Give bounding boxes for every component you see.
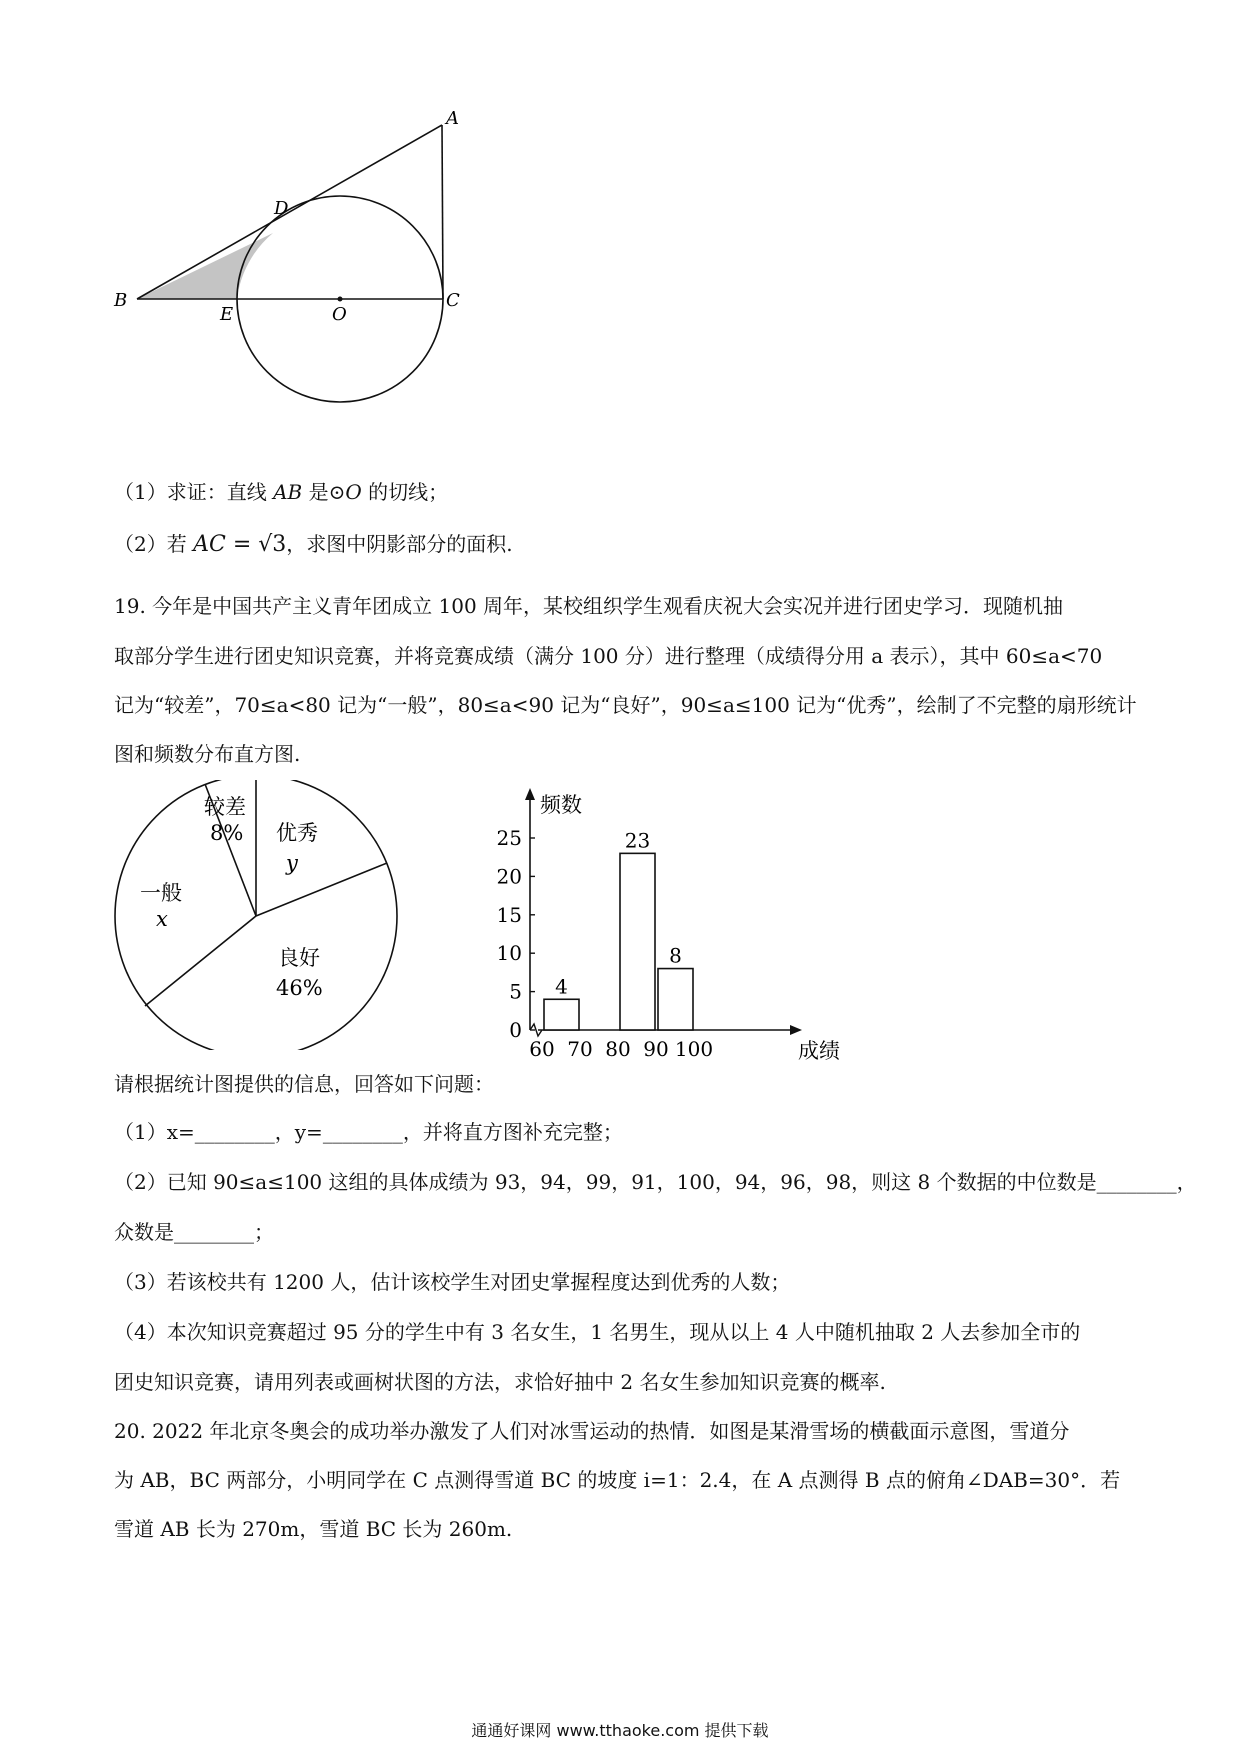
q18-part1-suffix: 的切线； [361, 480, 449, 504]
y-tick-label: 25 [496, 826, 522, 850]
q19-intro-line4: 图和频数分布直方图. [114, 742, 301, 766]
y-tick-label: 5 [509, 979, 522, 1004]
x-ticks [529, 1037, 713, 1061]
q19-intro-line3: 记为“较差”，70≤a<80 记为“一般”，80≤a<90 记为“良好”，90≤a≤100 记为“优秀”，绘制了不完整的扇形统计 [114, 693, 1137, 717]
label-b: B [114, 290, 128, 311]
label-d: D [274, 198, 289, 219]
pie-label-excellent: 优秀 [276, 821, 318, 845]
x-tick-label: 90 [643, 1037, 669, 1061]
point-o [338, 297, 343, 302]
q19-part2-line1: （2）已知 90≤a≤100 这组的具体成绩为 93，94，99，91，100，94，96，98，则这 8 个数据的中位数是________， [114, 1170, 1197, 1194]
x-tick-label: 100 [674, 1037, 714, 1061]
q19-after-charts: 请根据统计图提供的信息，回答如下问题： [114, 1072, 494, 1096]
segment-ac [442, 125, 443, 299]
q19-part2-line2: 众数是________； [114, 1220, 274, 1244]
pie-label-good: 良好 [278, 946, 320, 970]
label-o: O [332, 304, 347, 325]
q20-line2: 为 AB，BC 两部分，小明同学在 C 点测得雪道 BC 的坡度 i=1：2.4，在 A 点测得 B 点的俯角∠DAB=30°．若 [114, 1468, 1121, 1492]
q18-part1-o: O [345, 480, 362, 504]
pie-value-poor: 8% [210, 821, 244, 845]
q19-part4-line2: 团史知识竞赛，请用列表或画树状图的方法，求恰好抽中 2 名女生参加知识竞赛的概率. [114, 1370, 886, 1394]
histogram-bar [658, 969, 693, 1030]
q19-intro-line1: 19. 今年是中国共产主义青年团成立 100 周年，某校组织学生观看庆祝大会实况并进行团史学习．现随机抽 [114, 594, 1064, 618]
q18-part1-prefix: （1）求证：直线 [114, 480, 274, 504]
q20-line1: 20. 2022 年北京冬奥会的成功举办激发了人们对冰雪运动的热情．如图是某滑雪场的横截面示意图，雪道分 [114, 1419, 1070, 1443]
q19-intro-line2: 取部分学生进行团史知识竞赛，并将竞赛成绩（满分 100 分）进行整理（成绩得分用 a 表示），其中 60≤a<70 [114, 644, 1103, 668]
histogram-chart [480, 780, 860, 1070]
bar-value-label: 8 [669, 943, 682, 968]
pie-value-good: 46% [276, 976, 323, 1000]
pie-value-excellent: y [286, 851, 298, 875]
pie-chart [100, 780, 420, 1050]
q19-part1: （1）x=________，y=________，并将直方图补充完整； [114, 1120, 623, 1144]
pie-divider-excellent [256, 863, 387, 916]
q18-part2 [114, 532, 513, 557]
bar-value-label: 4 [555, 974, 568, 999]
pie-label-fair: 一般 [140, 881, 182, 905]
q19-part3: （3）若该校共有 1200 人，估计该校学生对团史掌握程度达到优秀的人数； [114, 1270, 791, 1294]
pie-value-fair: x [156, 907, 168, 931]
y-axis-arrow [525, 788, 535, 800]
q18-part1-ab: AB [273, 480, 303, 504]
q18-part1-mid: 是⊙ [302, 480, 346, 504]
y-tick-label: 10 [496, 941, 522, 966]
q18-part2-suffix: ，求图中阴影部分的面积. [286, 532, 513, 556]
shaded-region [137, 233, 273, 299]
y-tick-label: 20 [496, 864, 522, 889]
q18-part2-ac: AC [193, 532, 226, 557]
y-tick-label: 0 [509, 1018, 522, 1042]
label-c: C [446, 290, 460, 311]
bars [544, 828, 693, 1030]
histogram-bar [620, 853, 655, 1030]
x-axis-title: 成绩 [798, 1039, 840, 1063]
x-axis-arrow [790, 1025, 802, 1035]
q18-part2-sqrt3: √3 [258, 532, 287, 557]
y-axis-title: 频数 [540, 793, 582, 817]
geometry-figure [0, 0, 1240, 440]
page-footer: 通通好课网 www.tthaoke.com 提供下载 [471, 1721, 769, 1740]
q18-part2-eq: = [225, 532, 259, 557]
q19-part4-line1: （4）本次知识竞赛超过 95 分的学生中有 3 名女生，1 名男生，现从以上 4 人中随机抽取 2 人去参加全市的 [114, 1320, 1081, 1344]
x-tick-label: 70 [567, 1037, 593, 1061]
q20-line3: 雪道 AB 长为 270m，雪道 BC 长为 260m. [114, 1517, 513, 1541]
x-tick-label: 80 [605, 1037, 631, 1061]
q18-part1 [114, 480, 448, 504]
label-e: E [220, 304, 234, 325]
y-tick-label: 15 [496, 902, 522, 927]
bar-value-label: 23 [624, 828, 651, 853]
pie-label-poor: 较差 [204, 795, 246, 819]
label-a: A [446, 108, 459, 129]
x-tick-label: 60 [529, 1037, 555, 1061]
q18-part2-prefix: （2）若 [114, 532, 194, 556]
histogram-bar [544, 999, 579, 1030]
